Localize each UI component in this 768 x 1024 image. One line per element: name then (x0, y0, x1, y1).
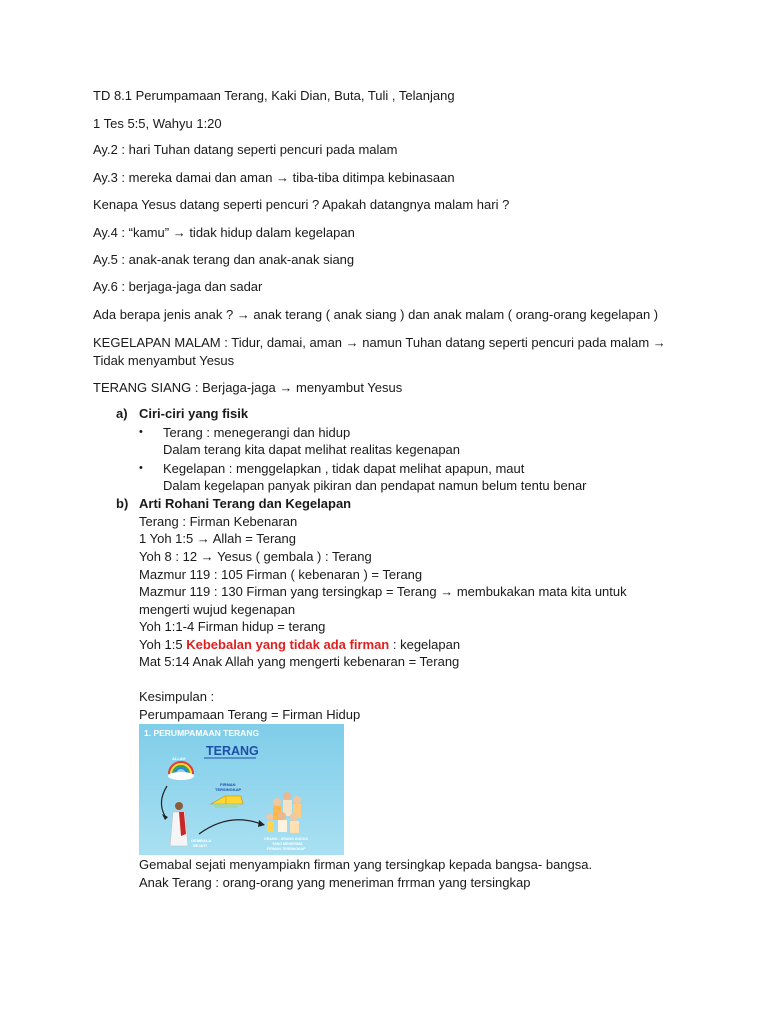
illustration-big-title: TERANG (206, 744, 259, 758)
section-b-line: Mazmur 119 : 105 Firman ( kebenaran ) = Terang (139, 567, 423, 582)
closing-line-2: Anak Terang : orang-orang yang meneriman frrman yang tersingkap (139, 875, 531, 890)
yoh-1-5-suffix: : kegelapan (389, 637, 461, 652)
verse-ay6: Ay.6 : berjaga-jaga dan sadar (93, 279, 263, 294)
terang-siang-line: TERANG SIANG : Berjaga-jaga → menyambut Yesus (93, 380, 403, 395)
section-b-label: b) (116, 496, 129, 511)
label-orang-3: FIRMAN TERSINGKAP (267, 847, 306, 851)
jenis-anak-line: Ada berapa jenis anak ? → anak terang ( anak siang ) dan anak malam ( orang-orang kegelapan ) (93, 307, 659, 322)
bullet-terang-line2: Dalam terang kita dapat melihat realitas kegenapan (163, 442, 461, 457)
closing-line-1: Gemabal sejati menyampiakn firman yang tersingkap kepada bangsa- bangsa. (139, 857, 593, 872)
label-allah: ALLAH (172, 756, 186, 761)
section-b-line: Terang : Firman Kebenaran (139, 514, 298, 529)
yoh-1-5-line (139, 636, 639, 654)
section-b-title: Arti Rohani Terang dan Kegelapan (139, 496, 352, 511)
kesimpulan-label: Kesimpulan : (139, 689, 215, 704)
label-gembala-1: GEMBALA (191, 838, 212, 843)
label-orang-1: ORANG - ORANG KUDUS (264, 837, 308, 841)
question-line: Kenapa Yesus datang seperti pencuri ? Apakah datangnya malam hari ? (93, 197, 510, 212)
section-b-line: Yoh 8 : 12 → Yesus ( gembala ) : Terang (139, 549, 372, 564)
verse-ay5: Ay.5 : anak-anak terang dan anak-anak siang (93, 252, 355, 267)
mat-5-14-line: Mat 5:14 Anak Allah yang mengerti kebenaran = Terang (139, 654, 460, 669)
section-b-line: mengerti wujud kegenapan (139, 602, 296, 617)
scripture-reference: 1 Tes 5:5, Wahyu 1:20 (93, 116, 222, 131)
illustration-heading: 1. PERUMPAMAAN TERANG (144, 728, 260, 738)
label-firman-2: TERSINGKAP (215, 787, 242, 792)
bullet-kegelapan-line1: Kegelapan : menggelapkan , tidak dapat melihat apapun, maut (163, 461, 525, 476)
bullet-kegelapan-line2: Dalam kegelapan panyak pikiran dan pendapat namun belum tentu benar (163, 478, 587, 493)
verse-ay3: Ay.3 : mereka damai dan aman → tiba-tiba ditimpa kebinasaan (93, 170, 455, 185)
section-b-line: Yoh 1:1-4 Firman hidup = terang (139, 619, 326, 634)
perumpamaan-terang-illustration (139, 724, 344, 855)
section-a-label: a) (116, 406, 128, 421)
verse-ay2: Ay.2 : hari Tuhan datang seperti pencuri pada malam (93, 142, 398, 157)
label-orang-2: YANG MENERIMA (272, 842, 303, 846)
yoh-1-5-prefix: Yoh 1:5 (139, 637, 187, 652)
bullet-terang-line1: Terang : menegerangi dan hidup (163, 425, 351, 440)
yoh-1-5-highlight: Kebebalan yang tidak ada firman (186, 637, 390, 652)
section-b-line: Mazmur 119 : 130 Firman yang tersingkap = Terang → membukakan mata kita untuk (139, 584, 627, 599)
label-gembala-2: SEJATI (193, 843, 207, 848)
bullet-icon: • (139, 462, 143, 474)
section-b-line: 1 Yoh 1:5 → Allah = Terang (139, 531, 296, 546)
doc-title: TD 8.1 Perumpamaan Terang, Kaki Dian, Buta, Tuli , Telanjang (93, 88, 455, 103)
bullet-icon: • (139, 426, 143, 438)
label-firman-1: FIRMAN (220, 782, 236, 787)
kesimpulan-text: Perumpamaan Terang = Firman Hidup (139, 707, 361, 722)
kegelapan-malam-line: KEGELAPAN MALAM : Tidur, damai, aman → namun Tuhan datang seperti pencuri pada malam → Tidak menyambut Yesus (93, 335, 666, 368)
verse-ay4: Ay.4 : “kamu” → tidak hidup dalam kegelapan (93, 225, 355, 240)
section-a-title: Ciri-ciri yang fisik (139, 406, 249, 421)
